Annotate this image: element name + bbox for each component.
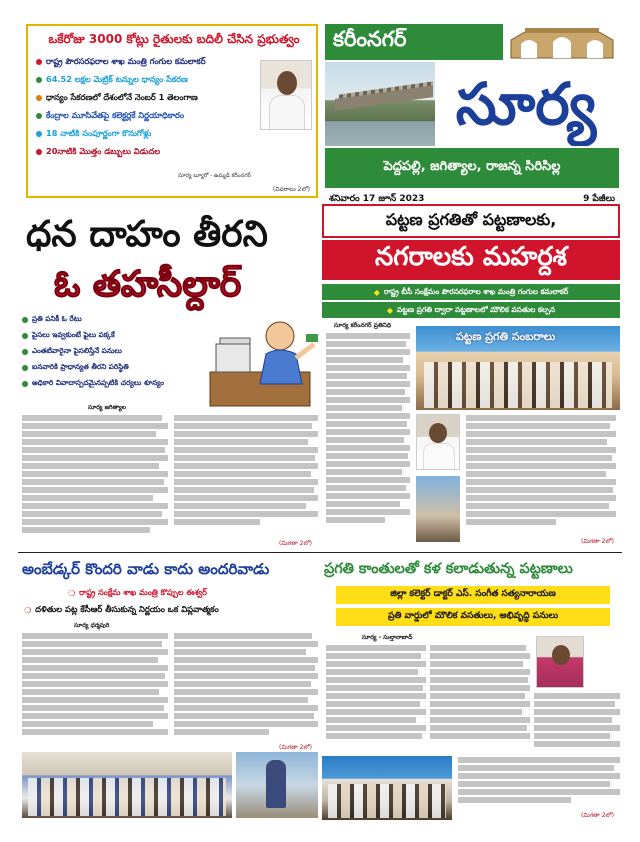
top-news-cont[interactable]: (వివరాలు 2లో)	[272, 186, 310, 193]
bullet-dot-icon	[36, 149, 42, 155]
bullet-item: 20నాటికి మొత్తం డబ్బులు విడుదల	[36, 146, 262, 158]
bullet-dot-icon	[36, 59, 42, 65]
bullet-item: అధికారి వివాదాస్పదమైనప్పటికి చర్యలు శూన్యం	[22, 378, 222, 389]
masthead-city-banner	[325, 24, 503, 60]
tahsildar-cartoon-illustration	[206, 314, 318, 410]
urban-headline-2-bar	[322, 240, 620, 280]
tahsildar-body-col-2	[174, 414, 318, 544]
bullet-dot-icon	[36, 131, 42, 137]
bullet-item: పైసలు ఇవ్వకుంటే ఫైలు పక్కకే	[22, 330, 222, 341]
minister-photo	[260, 60, 312, 130]
urban-story	[322, 200, 620, 550]
tahsildar-cont[interactable]: (మిగతా 2లో)	[279, 540, 312, 547]
bullet-item: ఐనవారికి ప్రాధాన్యత తీరని పరిస్థితి	[22, 362, 222, 373]
ambedkar-story	[18, 556, 318, 826]
ambedkar-sub-1: ❍ రాష్ట్ర సంక్షేమ శాఖ మంత్రి కొప్పుల ఈశ్వర్	[68, 588, 207, 598]
bullet-dot-icon	[22, 317, 28, 323]
section-divider	[18, 552, 622, 553]
bullet-item: ప్రతి పనికీ ఓ రేటు	[22, 314, 222, 325]
pragathi-headline[interactable]: ప్రగతి కాంతులతో కళ కలాడుతున్న పట్టణాలు	[324, 561, 573, 577]
urban-minister-photo	[416, 414, 460, 470]
ambedkar-headline[interactable]: అంబేడ్కర్ కొందరి వాడు కాదు అందరివాడు	[22, 560, 270, 578]
tahsildar-bullets	[22, 314, 222, 389]
urban-headline-2[interactable]: నగరాలకు మహర్దశ	[375, 242, 567, 272]
bullet-item: ఎంతటివారైనా పైసలిస్తేనే పనులు	[22, 346, 222, 357]
ambedkar-event-photo	[22, 752, 232, 818]
ambedkar-cont[interactable]: (మిగతా 2లో)	[279, 744, 312, 751]
temple-logo-icon	[505, 24, 619, 60]
urban-body-col-1	[326, 332, 410, 544]
issue-date: శనివారం 17 జూన్ 2023	[329, 193, 425, 204]
ambedkar-sub-2: ❍ దళితుల పట్ల కేసీఆర్ తీసుకున్న నిర్ణయం ఒక విప్లవాత్మకం	[24, 604, 219, 615]
pragathi-body-col-3	[534, 692, 620, 754]
tahsildar-story	[18, 210, 318, 550]
urban-sub-1: ◆ రాష్ట్ర బీసీ సంక్షేమం పౌరసరఫరాల శాఖ మంత్రి గంగుల కమలాకర్	[322, 284, 620, 300]
diamond-icon: ◆	[373, 287, 380, 297]
urban-banner-text: పట్టణ ప్రగతి సంబరాలు	[456, 330, 556, 343]
pragathi-sub-2: ప్రతి వార్డులో మౌలిక వసతులు, అభివృద్ధి పనులు	[336, 608, 610, 626]
pragathi-body-col-4	[458, 756, 620, 818]
tahsildar-headline-1[interactable]: ధన దాహం తీరని	[26, 214, 268, 255]
bullet-item: కేంద్రాల మూసివేతపై కలెక్టర్లకే నిర్ణయాధికారం	[36, 110, 262, 122]
masthead	[325, 24, 619, 214]
bullet-dot-icon	[36, 113, 42, 119]
bullet-dot-icon	[22, 349, 28, 355]
top-news-bullets	[36, 56, 262, 158]
pragathi-body-col-1	[326, 644, 426, 754]
masthead-editions: పెద్దపల్లి, జగిత్యాల, రాజన్న సిరిసిల్ల	[383, 159, 561, 174]
tahsildar-headline-2[interactable]: ఓ తహసీల్దార్	[54, 264, 242, 305]
urban-cont[interactable]: (మిగతా 2లో)	[581, 538, 614, 545]
ambedkar-body-col-2	[174, 632, 318, 750]
pragathi-reporter: సూర్య - సుల్తానాబాద్	[362, 634, 413, 641]
urban-headline-1[interactable]: పట్టణ ప్రగతితో పట్టణాలకు,	[385, 209, 557, 229]
bullet-dot-icon	[22, 381, 28, 387]
pragathi-body-col-2	[430, 644, 530, 754]
top-news-box	[26, 24, 318, 198]
ambedkar-reporter: సూర్య ధర్మపురి	[74, 622, 110, 629]
circle-bullet-icon: ❍	[68, 589, 76, 598]
ambedkar-statue-photo	[236, 752, 318, 818]
dam-photo	[325, 62, 435, 146]
bullet-dot-icon	[36, 77, 42, 83]
urban-sub-2: ◆ పట్టణ ప్రగతి ద్వారా పట్టణాలలో మౌలిక వసతుల కల్పన	[322, 302, 620, 318]
bullet-item: ధాన్యం సేకరణలో దేశంలోనే నెంబర్ 1 తెలంగాణ	[36, 92, 262, 104]
urban-sub-photo	[416, 476, 460, 542]
diamond-icon: ◆	[386, 305, 394, 315]
tahsildar-reporter: సూర్య జగిత్యాల	[88, 404, 127, 411]
masthead-city: కరీంనగర్	[333, 27, 407, 51]
circle-bullet-icon: ❍	[24, 606, 32, 615]
page-count: 9 పేజీలు	[583, 193, 615, 204]
top-news-headline[interactable]: ఒకేరోజు 3000 కోట్లు రైతులకు బదిలీ చేసిన ప్రభుత్వం	[48, 32, 300, 46]
urban-event-photo	[416, 326, 620, 410]
ambedkar-body-col-1	[22, 632, 168, 750]
urban-headline-1-bar	[322, 204, 620, 238]
pragathi-story	[322, 556, 620, 826]
masthead-editions-bar	[325, 148, 619, 188]
urban-body-col-2	[466, 414, 616, 542]
bullet-dot-icon	[22, 333, 28, 339]
bullet-dot-icon	[22, 365, 28, 371]
collector-photo	[536, 636, 584, 688]
bullet-item: 18 నాటికి సంపూర్ణంగా కొనుగోళ్లు	[36, 128, 262, 140]
urban-reporter: సూర్య కరీంనగర్ ప్రతినిధి	[334, 322, 392, 329]
pragathi-sub-1: జిల్లా కలెక్టర్ డాక్టర్ ఎస్. సంగీత సత్యనారాయణ	[336, 586, 610, 604]
top-news-credit: సూర్య బ్యూరో - ఉమ్మడి కరీంనగర్	[178, 173, 252, 179]
bullet-item: రాష్ట్ర పౌరసరఫరాల శాఖ మంత్రి గంగుల కమలాకర్	[36, 56, 262, 68]
bullet-item: 64.52 లక్షల మెట్రిక్ టన్నుల ధాన్యం సేకరణ	[36, 74, 262, 86]
masthead-paper-title: సూర్య	[455, 70, 597, 138]
pragathi-cont[interactable]: (మిగతా 2లో)	[581, 812, 614, 819]
bullet-dot-icon	[36, 95, 42, 101]
pragathi-event-photo	[322, 756, 452, 820]
tahsildar-body-col-1	[22, 414, 168, 544]
